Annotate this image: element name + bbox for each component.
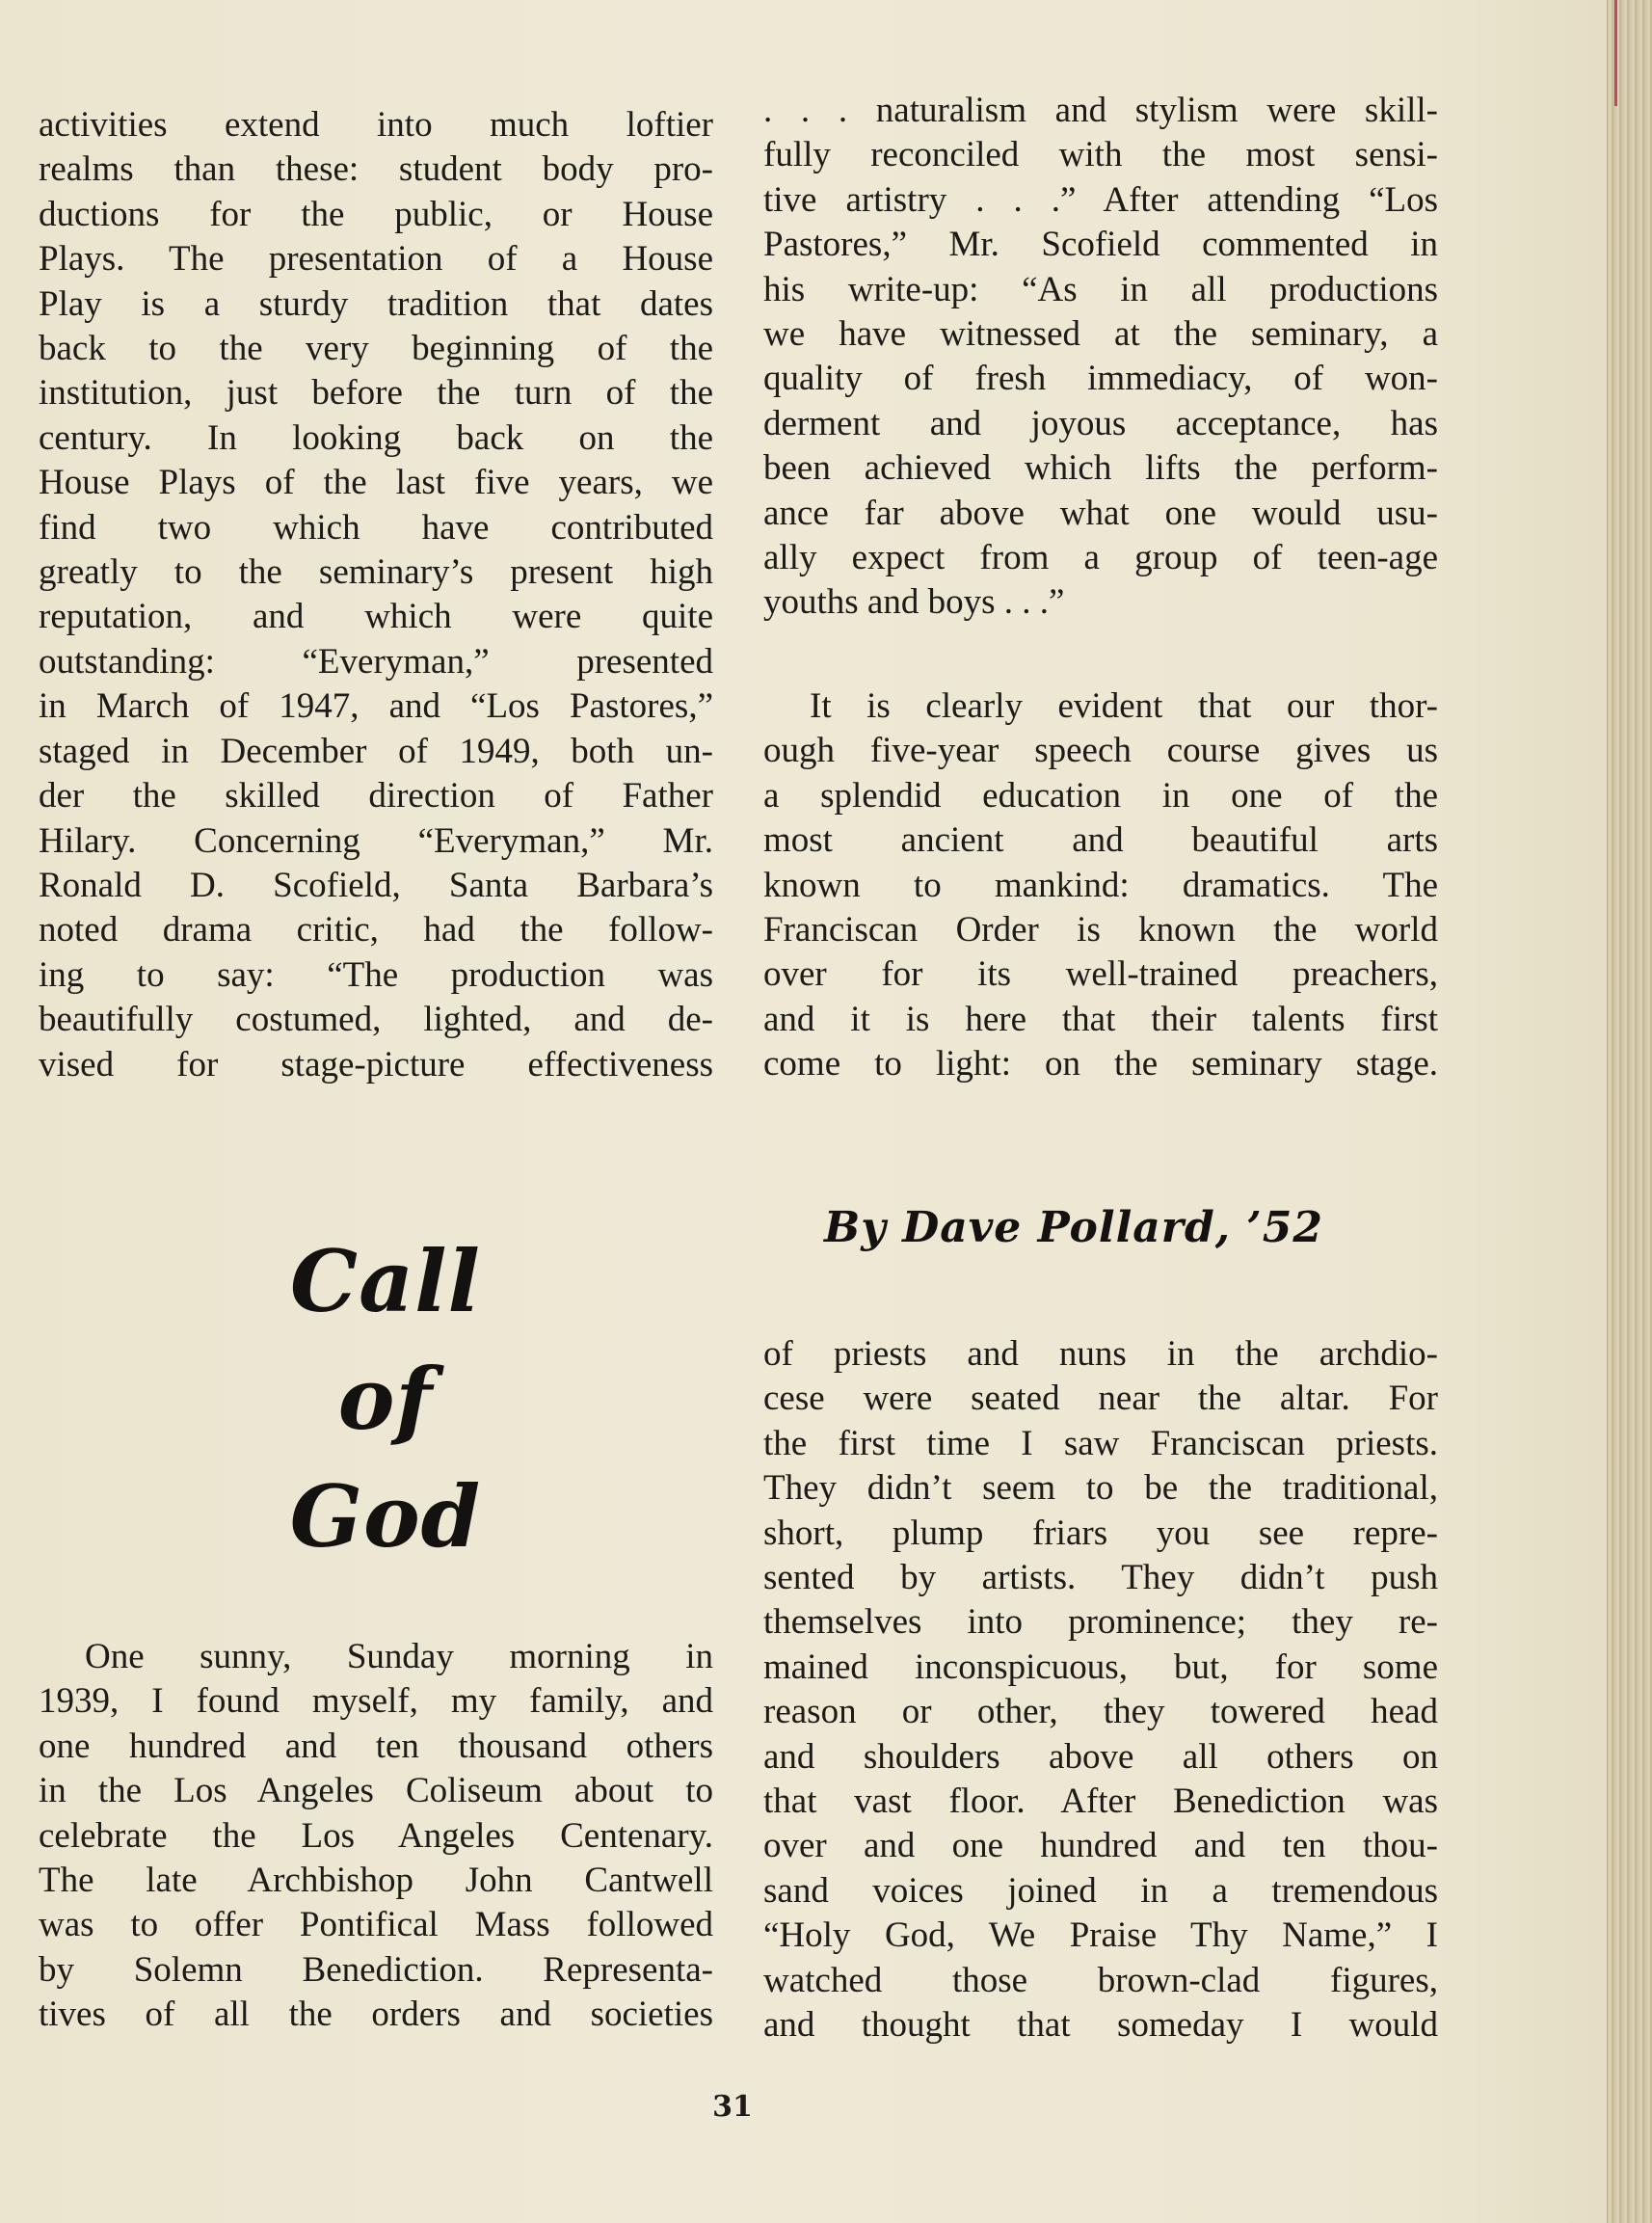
article-top-right-paragraph-2 (763, 684, 1438, 1087)
article-bottom-left-column (39, 1635, 713, 2038)
text-line: The late Archbishop John Cantwell (39, 1861, 713, 1901)
text-line: Pastores,” Mr. Scofield commented in (763, 225, 1438, 265)
article-byline: By Dave Pollard, ’52 (824, 1203, 1323, 1252)
text-line: themselves into prominence; they re- (763, 1602, 1438, 1643)
text-line: institution, just before the turn of the (39, 373, 713, 414)
text-line: been achieved which lifts the perform- (763, 448, 1438, 489)
text-line: sand voices joined in a tremendous (763, 1870, 1438, 1911)
text-line: fully reconciled with the most sensi- (763, 135, 1438, 175)
title-line: of (337, 1349, 434, 1449)
text-line: the first time I saw Franciscan priests. (763, 1423, 1438, 1463)
text-line: by Solemn Benediction. Representa- (39, 1949, 713, 1990)
text-line: and thought that someday I would (763, 2005, 1438, 2046)
title-line: Call (290, 1231, 481, 1331)
text-line: One sunny, Sunday morning in (85, 1637, 713, 1676)
text-line: known to mankind: dramatics. The (763, 865, 1438, 905)
text-line: in March of 1947, and “Los Pastores,” (39, 686, 713, 727)
text-line: one hundred and ten thousand others (39, 1726, 713, 1766)
text-line: activities extend into much loftier (39, 105, 713, 145)
text-line: century. In looking back on the (39, 417, 713, 458)
text-line: sented by artists. They didn’t push (763, 1558, 1438, 1598)
article-top-left-column (39, 103, 713, 1087)
text-line: watched those brown-clad figures, (763, 1960, 1438, 2000)
text-line: Franciscan Order is known the world (763, 910, 1438, 951)
text-line: They didn’t seem to be the traditional, (763, 1468, 1438, 1509)
text-line: in the Los Angeles Coliseum about to (39, 1771, 713, 1811)
text-line: ductions for the public, or House (39, 194, 713, 234)
text-line: tives of all the orders and societies (39, 1995, 713, 2035)
text-line: reputation, and which were quite (39, 597, 713, 637)
article-top-right-paragraph-1 (763, 89, 1438, 626)
text-line: youths and boys . . .” (763, 582, 1065, 623)
text-line: of priests and nuns in the archdio- (763, 1334, 1438, 1374)
text-line: tive artistry . . .” After attending “Los (763, 179, 1438, 220)
text-line: find two which have contributed (39, 507, 713, 548)
page-edge-marker (1614, 0, 1617, 106)
text-line: staged in December of 1949, both un- (39, 731, 713, 771)
text-line: short, plump friars you see repre- (763, 1513, 1438, 1553)
text-line: we have witnessed at the seminary, a (763, 314, 1438, 355)
text-line: and shoulders above all others on (763, 1736, 1438, 1777)
page-number: 31 (712, 2090, 753, 2124)
text-line: “Holy God, We Praise Thy Name,” I (763, 1915, 1438, 1956)
text-line: greatly to the seminary’s present high (39, 552, 713, 593)
text-line: Plays. The presentation of a House (39, 239, 713, 280)
text-line: Play is a sturdy tradition that dates (39, 283, 713, 324)
text-line: back to the very beginning of the (39, 329, 713, 369)
text-line: 1939, I found myself, my family, and (39, 1681, 713, 1722)
text-line: ally expect from a group of teen-age (763, 538, 1438, 578)
text-line: vised for stage-picture effectiveness (39, 1044, 713, 1085)
text-line: Hilary. Concerning “Everyman,” Mr. (39, 820, 713, 861)
text-line: cese were seated near the altar. For (763, 1379, 1438, 1419)
text-line: noted drama critic, had the follow- (39, 910, 713, 951)
text-line: der the skilled direction of Father (39, 776, 713, 817)
text-line: outstanding: “Everyman,” presented (39, 641, 713, 682)
text-line: It is clearly evident that our thor- (810, 686, 1438, 726)
text-line: reason or other, they towered head (763, 1692, 1438, 1732)
text-line: a splendid education in one of the (763, 775, 1438, 816)
text-line: over for its well-trained preachers, (763, 954, 1438, 995)
text-line: derment and joyous acceptance, has (763, 403, 1438, 443)
text-line: his write-up: “As in all productions (763, 269, 1438, 309)
text-line: House Plays of the last five years, we (39, 463, 713, 503)
text-line: that vast floor. After Benediction was (763, 1781, 1438, 1822)
text-line: over and one hundred and ten thou- (763, 1826, 1438, 1866)
text-line: ough five-year speech course gives us (763, 731, 1438, 771)
article-bottom-right-column (763, 1332, 1438, 2049)
text-line: celebrate the Los Angeles Centenary. (39, 1815, 713, 1856)
text-line: realms than these: student body pro- (39, 149, 713, 190)
text-line: ance far above what one would usu- (763, 493, 1438, 533)
text-line: most ancient and beautiful arts (763, 820, 1438, 861)
text-line: ing to say: “The production was (39, 954, 713, 995)
text-line: quality of fresh immediacy, of won- (763, 359, 1438, 399)
title-line: God (289, 1466, 482, 1567)
text-line: beautifully costumed, lighted, and de- (39, 1000, 713, 1040)
text-line: and it is here that their talents first (763, 999, 1438, 1039)
text-line: mained inconspicuous, but, for some (763, 1647, 1438, 1687)
text-line: was to offer Pontifical Mass followed (39, 1905, 713, 1945)
page-edge-binding (1607, 0, 1652, 2223)
text-line: Ronald D. Scofield, Santa Barbara’s (39, 865, 713, 905)
text-line: come to light: on the seminary stage. (763, 1044, 1438, 1085)
text-line: . . . naturalism and stylism were skill- (763, 91, 1438, 130)
article-title (241, 1222, 530, 1575)
